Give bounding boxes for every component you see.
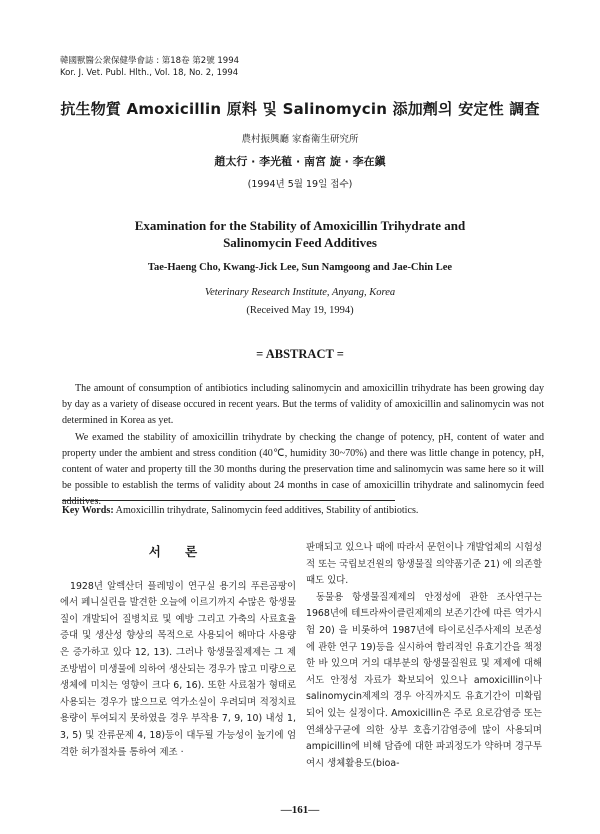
abstract-divider [62, 500, 395, 501]
intro-paragraph-right-1: 판매되고 있으나 때에 따라서 문헌이나 개발업체의 시험성적 또는 국립보건원의 항생물질 의약품기준 21) 에 의존할 때도 있다. [306, 542, 542, 587]
keywords-label: Key Words: [62, 505, 114, 516]
korean-institute: 農村振興廳 家畜衛生研究所 [241, 134, 359, 145]
korean-received-date: (1994년 5월 19일 접수) [247, 179, 353, 190]
abstract-body [62, 381, 544, 511]
abstract-heading: = ABSTRACT = [256, 347, 344, 361]
intro-paragraph-left: 1928년 알렉산더 플레밍이 연구실 용기의 푸른곰팡이에서 페니실린을 발견한 오늘에 이르기까지 수많은 항생물질이 개발되어 질병치료 및 예방 그리고 가축의 사료효율 증대 및 생산성 향상의 목적으로 사용되어 해마다 사용량은 증가하고 있다 12, 13). 그러나 항생물질제제는 그 제조방법이 미생물에 의하여 생산되는 경우가 많고 미량으로 생체에 미치는 영향이 크다 6, 16). 또한 사료첨가 형태로 사용되는 경우가 많으므로 역가소실이 우려되며 적정치료용량이 투여되지 못하였을 경우 부작용 7, 9, 10) 내성 1, 3, 5) 및 잔류문제 4, 18)등이 대두될 가능성이 높기에 엄격한 허가절차를 통하여 제조 · [60, 580, 296, 758]
korean-title: 抗生物質 Amoxicillin 原料 및 Salinomycin 添加劑의 安定性 調査 [60, 100, 540, 118]
right-column [306, 540, 542, 772]
english-title [0, 217, 600, 251]
intro-paragraph-right-2: 동물용 항생물질제제의 안정성에 관한 조사연구는 1968년에 테트라싸이클린제제의 보존기간에 따른 역가시험 20) 을 비롯하여 1987년에 타이로신주사제의 보존성에 관한 연구 19)등을 실시하여 합리적인 유효기간을 책정한 바 있으며 거의 대부분의 항생물질원료 및 제제에 대해서도 안정성 자료가 확보되어 있으나 amoxicillin이나 salinomycin제제의 경우 아직까지도 유효기간이 미확립되어 있는 실정이다. Amoxicillin은 주로 요로감염증 또는 연쇄상구균에 의한 상부 호흡기감염증에 많이 사용되며 ampicillin에 비해 담즙에 대한 파괴정도가 약하며 경구투여시 생체활용도(bioa- [306, 591, 542, 769]
left-column [60, 540, 296, 761]
page-number: —161— [280, 804, 320, 816]
keywords [62, 505, 544, 516]
korean-authors: 趙太行 · 李光稙 · 南宮 旋 · 李在鎭 [214, 155, 386, 168]
abstract-paragraph-1: The amount of consumption of antibiotics including salinomycin and amoxicillin trihydrate has been growing day by day as a variety of disease occured in recent years. But the terms of validity of amoxicillin and salinomycin was not determined in Korea as yet. [62, 383, 544, 427]
journal-citation [60, 55, 239, 79]
journal-line-korean: 韓國獸醫公衆保健學會誌 : 第18卷 第2號 1994 [60, 56, 240, 66]
english-title-line1: Examination for the Stability of Amoxicillin Trihydrate and [134, 218, 466, 233]
english-received-date: (Received May 19, 1994) [246, 305, 354, 316]
english-title-line2: Salinomycin Feed Additives [223, 235, 377, 250]
keywords-text: Amoxicillin trihydrate, Salinomycin feed additives, Stability of antibiotics. [115, 505, 419, 516]
abstract-paragraph-2: We examed the stability of amoxicillin trihydrate by checking the change of potency, pH, content of water and property under the ambient and stress condition (40℃, humidity 30~70%) and there was little change in potency, pH, content of water and property till the 30 months during the preservation time and salinomycin was same here so it will be possible to establish the terms of validity about 24 months in case of amoxicillin trihydrate and salinomycin feed additives. [62, 431, 544, 508]
english-institute: Veterinary Research Institute, Anyang, Korea [204, 287, 396, 298]
journal-line-english: Kor. J. Vet. Publ. Hlth., Vol. 18, No. 2, 1994 [60, 68, 239, 78]
section-heading-introduction: 서 론 [148, 544, 208, 559]
english-authors: Tae-Haeng Cho, Kwang-Jick Lee, Sun Namgoong and Jae-Chin Lee [147, 262, 453, 273]
